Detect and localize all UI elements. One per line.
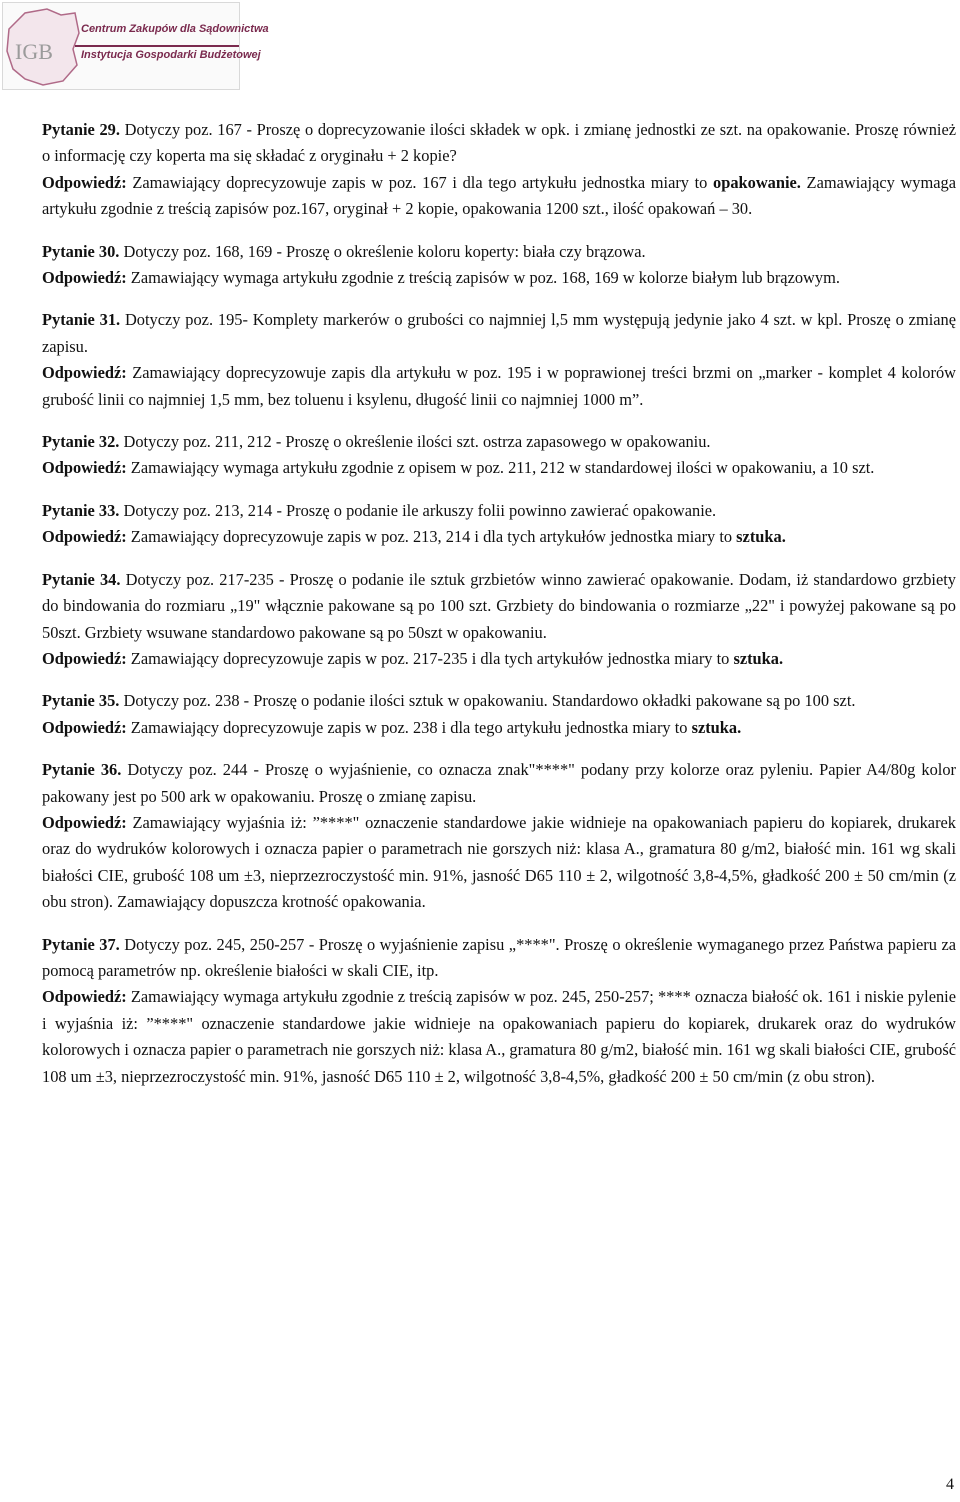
question: [42, 567, 956, 646]
question-text: Dotyczy poz. 245, 250-257 - Proszę o wyjaśnienie zapisu „****". Proszę o określenie wymaganego przez Państwa papieru za pomocą parametrów np. określenie białości w skali CIE, itp.: [42, 934, 956, 980]
question-label: Pytanie 37.: [42, 934, 120, 954]
question: [42, 239, 956, 265]
answer-label: Odpowiedź:: [42, 363, 127, 383]
answer: [42, 455, 956, 481]
answer-label: Odpowiedź:: [42, 648, 127, 668]
qa-item-30: [42, 239, 956, 292]
logo-title: Centrum Zakupów dla Sądownictwa: [81, 23, 269, 35]
question-text: Dotyczy poz. 213, 214 - Proszę o podanie ile arkuszy folii powinno zawierać opakowanie.: [119, 500, 717, 520]
answer-label: Odpowiedź:: [42, 268, 127, 288]
question-label: Pytanie 33.: [42, 500, 120, 520]
answer-bold: sztuka.: [736, 527, 786, 547]
answer: [42, 646, 956, 672]
answer: [42, 984, 956, 1090]
question-text: Dotyczy poz. 168, 169 - Proszę o określenie koloru koperty: biała czy brązowa.: [119, 241, 646, 261]
question-label: Pytanie 29.: [42, 120, 120, 139]
answer: [42, 715, 956, 741]
answer-text: Zamawiający doprecyzowuje zapis dla artykułu w poz. 195 i w poprawionej treści brzmi on „marker - komplet 4 kolorów grubość linii co najmniej 1,5 mm, bez toluenu i ksylenu, długość linii co najmniej 1000 m”.: [42, 363, 956, 409]
answer-text: Zamawiający wyjaśnia iż: ”****" oznaczenie standardowe jakie widnieje na opakowaniach papieru do kopiarek, drukarek oraz do wydruków kolorowych i oznacza papier o parametrach nie gorszych niż: klasa A., gramatura 80 g/m2, białość min. 161 wg skali białości CIE, grubość 108 um ±3, nieprzezroczystość min. 91%, jasność D65 110 ± 2, wilgotność 3,8-4,5%, gładkość 200 ± 50 cm/min (z obu stron). Zamawiający dopuszcza krotność opakowania.: [42, 812, 956, 912]
question-text: Dotyczy poz. 244 - Proszę o wyjaśnienie, co oznacza znak"****" podany przy kolorze oraz pyleniu. Papier A4/80g kolor pakowany jest po 500 ark w opakowaniu. Proszę o zmianę zapisu.: [42, 760, 956, 806]
qa-item-31: [42, 307, 956, 413]
answer-text: Zamawiający doprecyzowuje zapis w poz. 167 i dla tego artykułu jednostka miary to: [126, 172, 714, 192]
answer: [42, 810, 956, 916]
answer-text-cont: Zamawiający wymaga artykułu zgodnie z treścią zapisów poz.167, oryginał + 2 kopie, opakowania 1200 szt., ilość opakowań – 30.: [42, 172, 956, 219]
question-label: Pytanie 30.: [42, 241, 120, 261]
answer-label: Odpowiedź:: [42, 458, 127, 478]
answer: [42, 170, 956, 223]
answer-text: Zamawiający doprecyzowuje zapis w poz. 217-235 i dla tych artykułów jednostka miary to: [126, 648, 734, 668]
answer-label: Odpowiedź:: [42, 717, 127, 737]
answer-label: Odpowiedź:: [42, 987, 127, 1007]
qa-item-34: [42, 567, 956, 673]
answer-text: Zamawiający doprecyzowuje zapis w poz. 213, 214 i dla tych artykułów jednostka miary to: [126, 527, 737, 547]
qa-item-36: [42, 757, 956, 915]
qa-item-35: [42, 688, 956, 741]
question: [42, 429, 956, 455]
answer-label: Odpowiedź:: [42, 172, 127, 192]
poland-map-icon: [3, 3, 83, 91]
logo-subtitle: Instytucja Gospodarki Budżetowej: [81, 49, 239, 69]
qa-item-29: [42, 117, 956, 223]
answer-text: Zamawiający wymaga artykułu zgodnie z opisem w poz. 211, 212 w standardowej ilości w opakowaniu, a 10 szt.: [126, 458, 875, 478]
answer-text: Zamawiający wymaga artykułu zgodnie z treścią zapisów w poz. 168, 169 w kolorze białym lub brązowym.: [126, 268, 840, 288]
answer-text: Zamawiający wymaga artykułu zgodnie z treścią zapisów w poz. 245, 250-257; **** oznacza białość ok. 161 i niskie pylenie i wyjaśnia iż: ”****" oznaczenie standardowe jakie widnieje na opakowaniach papieru do kopiarek, drukarek oraz do wydruków kolorowych i oznacza papier o parametrach nie gorszych niż: klasa A., gramatura 80 g/m2, białość min. 161 wg skali białości CIE, grubość 108 um ±3, nieprzezroczystość min. 91%, jasność D65 110 ± 2, wilgotność 3,8-4,5%, gładkość 200 ± 50 cm/min (z obu stron).: [42, 987, 956, 1086]
answer: [42, 360, 956, 413]
question: [42, 307, 956, 360]
answer-bold: sztuka.: [691, 717, 742, 737]
question-label: Pytanie 31.: [42, 310, 121, 330]
qa-item-33: [42, 498, 956, 551]
page-number: 4: [946, 1476, 954, 1493]
qa-document: [42, 117, 956, 1106]
question-label: Pytanie 32.: [42, 432, 120, 452]
answer: [42, 524, 956, 550]
answer: [42, 265, 956, 291]
qa-item-32: [42, 429, 956, 482]
question: [42, 932, 956, 985]
question-text: Dotyczy poz. 238 - Proszę o podanie ilości sztuk w opakowaniu. Standardowo okładki pakowane są po 100 szt.: [119, 691, 856, 711]
question-label: Pytanie 35.: [42, 691, 120, 711]
header-logo: [2, 2, 269, 90]
answer-bold: sztuka.: [733, 648, 784, 668]
question: [42, 757, 956, 810]
answer-label: Odpowiedź:: [42, 527, 127, 547]
question-text: Dotyczy poz. 217-235 - Proszę o podanie ile sztuk grzbietów winno zawierać opakowanie. Dodam, iż standardowo grzbiety do bindowania do rozmiaru „19" włącznie pakowane są po 100 szt. Grzbiety do bindowania o rozmiarze „22" i powyżej pakowane są po 50szt. Grzbiety wsuwane standardowo pakowane są po 50szt w opakowaniu.: [42, 569, 956, 642]
qa-item-37: [42, 932, 956, 1090]
question-text: Dotyczy poz. 211, 212 - Proszę o określenie ilości szt. ostrza zapasowego w opakowaniu.: [119, 432, 711, 452]
logo-mark: IGB: [15, 39, 53, 64]
question: [42, 117, 956, 170]
answer-bold: opakowanie.: [713, 172, 801, 192]
answer-text: Zamawiający doprecyzowuje zapis w poz. 238 i dla tego artykułu jednostka miary to: [126, 717, 692, 737]
answer-label: Odpowiedź:: [42, 812, 127, 832]
question: [42, 688, 956, 714]
question-label: Pytanie 34.: [42, 569, 121, 589]
question-label: Pytanie 36.: [42, 760, 122, 780]
question: [42, 498, 956, 524]
question-text: Dotyczy poz. 167 - Proszę o doprecyzowanie ilości składek w opk. i zmianę jednostki ze szt. na opakowanie. Proszę również o informację czy koperta ma się składać z oryginału + 2 kopie?: [42, 120, 956, 166]
question-text: Dotyczy poz. 195- Komplety markerów o grubości co najmniej l,5 mm występują jedynie jako 4 szt. w kpl. Proszę o zmianę zapisu.: [42, 310, 956, 356]
